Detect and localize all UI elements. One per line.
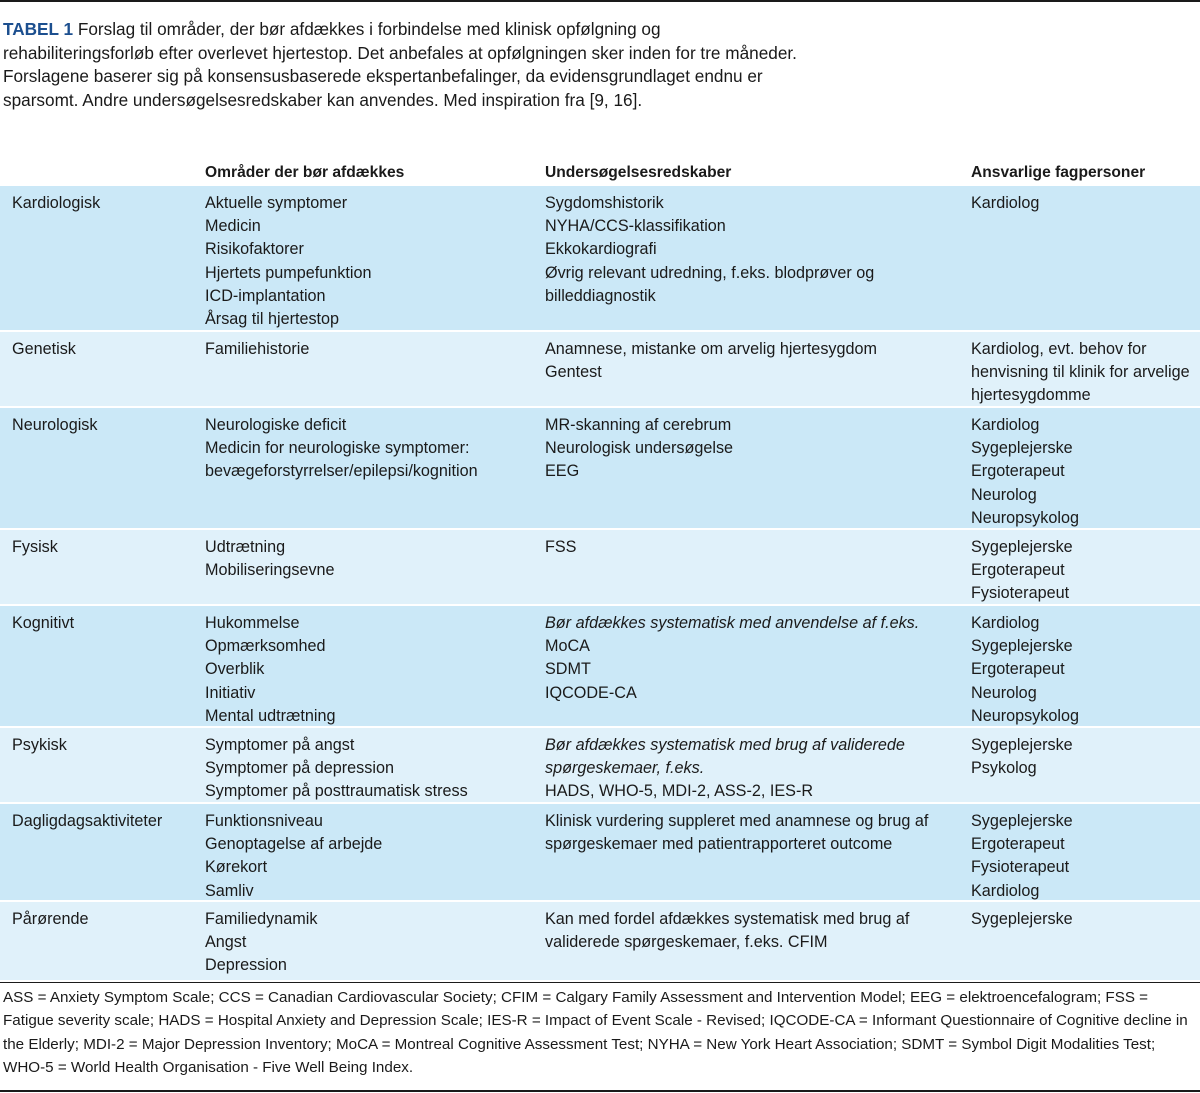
category-cell (12, 902, 88, 931)
category-label: Genetisk (12, 340, 76, 358)
table-bottom-rule (0, 982, 1200, 983)
category-cell (12, 332, 76, 361)
header-tools: Undersøgelsesredskaber (545, 164, 732, 181)
tool-item: Klinisk vurdering suppleret med anamnese og brug af spørgeskemaer med patientrapporteret outcome (545, 812, 929, 854)
responsible-item: Kardiolog, evt. behov for henvisning til klinik for arvelige hjertesygdomme (971, 340, 1190, 405)
area-item: Kørekort (205, 858, 268, 877)
category-label: Pårørende (12, 910, 89, 928)
category-label: Neurologisk (12, 416, 98, 434)
area-item: Opmærksomhed (205, 637, 326, 656)
responsible-cell (971, 902, 1196, 931)
tools-note: Bør afdækkes systematisk med anvendelse af f.eks. (545, 614, 920, 632)
tool-item: EEG (545, 462, 580, 481)
area-item: Mobiliseringsevne (205, 561, 335, 580)
tools-cell (545, 902, 945, 954)
tool-item: FSS (545, 538, 577, 556)
area-item: Angst (205, 933, 247, 952)
table-row (0, 902, 1200, 980)
responsible-cell (971, 186, 1196, 215)
tool-item: Øvrig relevant udredning, f.eks. blodprøver og billeddiagnostik (545, 263, 875, 305)
tool-item: IQCODE-CA (545, 683, 637, 702)
tools-cell (545, 530, 945, 559)
area-item: Initiativ (205, 683, 256, 702)
area-item: Medicin (205, 217, 261, 236)
areas-cell (205, 728, 468, 804)
area-item: Risikofaktorer (205, 240, 304, 259)
table-row (0, 186, 1200, 330)
responsible-item: Sygeplejerske (971, 736, 1073, 754)
category-cell (12, 530, 58, 559)
responsible-item: Sygeplejerske (971, 637, 1073, 656)
abbreviations-footnote: ASS = Anxiety Symptom Scale; CCS = Canadian Cardiovascular Society; CFIM = Calgary Family Assessment and Intervention Model; EEG = elektroencefalogram; FSS = Fatigue severity scale; HADS = Hospital Anxiety and Depression Scale; IES-R = Impact of Event Scale - Revised; IQCODE-CA = Informant Questionnaire of Cognitive decline in the Elderly; MDI-2 = Major Depression Inventory; MoCA = Montreal Cognitive Assessment Test; NYHA = New York Heart Association; SDMT = Symbol Digit Modalities Test; WHO-5 = World Health Organisation - Five Well Being Index. (3, 989, 1188, 1077)
responsible-item: Neurolog (971, 683, 1037, 702)
area-item: Aktuelle symptomer (205, 194, 348, 212)
responsible-item: Psykolog (971, 759, 1037, 778)
table-row (0, 408, 1200, 528)
areas-cell (205, 606, 335, 728)
responsible-item: Kardiolog (971, 194, 1040, 212)
area-item: Funktionsniveau (205, 812, 323, 830)
area-item: Udtrætning (205, 538, 286, 556)
responsible-item: Fysioterapeut (971, 858, 1070, 877)
tools-note: Bør afdækkes systematisk med brug af validerede spørgeskemaer, f.eks. (545, 736, 905, 778)
areas-cell (205, 186, 371, 331)
responsible-item: Neurolog (971, 485, 1037, 504)
tool-item: SDMT (545, 660, 591, 679)
tool-item: HADS, WHO-5, MDI-2, ASS-2, IES-R (545, 782, 814, 801)
tool-item: Anamnese, mistanke om arvelig hjertesygdom (545, 340, 877, 358)
tool-item: Ekkokardiografi (545, 240, 657, 259)
responsible-item: Sygeplejerske (971, 910, 1073, 928)
tool-item: MR-skanning af cerebrum (545, 416, 732, 434)
table-body (0, 186, 1200, 980)
top-rule (0, 0, 1200, 2)
header-areas: Områder der bør afdækkes (205, 164, 405, 181)
responsible-item: Sygeplejerske (971, 439, 1073, 458)
area-item: bevægeforstyrrelser/epilepsi/kognition (205, 462, 478, 481)
category-cell (12, 408, 97, 437)
tools-cell (545, 804, 945, 856)
area-item: Depression (205, 956, 287, 975)
tool-item: Kan med fordel afdækkes systematisk med brug af validerede spørgeskemaer, f.eks. CFIM (545, 910, 910, 952)
table-row (0, 606, 1200, 726)
responsible-cell (971, 408, 1196, 530)
tool-item: MoCA (545, 637, 590, 656)
area-item: Neurologiske deficit (205, 416, 347, 434)
area-item: Symptomer på depression (205, 759, 394, 778)
area-item: Symptomer på angst (205, 736, 355, 754)
tool-item: NYHA/CCS-klassifikation (545, 217, 726, 236)
responsible-item: Sygeplejerske (971, 538, 1073, 556)
responsible-item: Ergoterapeut (971, 561, 1065, 580)
responsible-cell (971, 332, 1196, 408)
areas-cell (205, 332, 309, 361)
responsible-item: Kardiolog (971, 416, 1040, 434)
table-caption (3, 18, 803, 112)
category-cell (12, 728, 67, 757)
area-item: Mental udtrætning (205, 706, 336, 725)
category-label: Psykisk (12, 736, 67, 754)
area-item: Genoptagelse af arbejde (205, 835, 383, 854)
area-item: Samliv (205, 881, 254, 900)
header-responsible: Ansvarlige fagpersoner (971, 164, 1146, 181)
responsible-cell (971, 606, 1196, 728)
tool-item: Sygdomshistorik (545, 194, 664, 212)
area-item: Hjertets pumpefunktion (205, 263, 372, 282)
table-row (0, 530, 1200, 604)
areas-cell (205, 530, 335, 582)
tools-cell (545, 728, 945, 804)
table-header (0, 158, 1200, 186)
area-item: Medicin for neurologiske symptomer: (205, 439, 470, 458)
recommendation-table (0, 158, 1200, 980)
caption-text: Forslag til områder, der bør afdækkes i forbindelse med klinisk opfølgning og rehabiliteringsforløb efter overlevet hjertestop. Det anbefales at opfølgningen sker inden for tre måneder. Forslagene baserer sig på konsensusbaserede ekspertanbefalinger, da evidensgrundlaget endnu er sparsomt. Andre undersøgelsesredskaber kan anvendes. Med inspiration fra [9, 16]. (3, 19, 797, 110)
responsible-item: Fysioterapeut (971, 584, 1070, 603)
category-cell (12, 606, 74, 635)
tools-cell (545, 606, 945, 705)
bottom-rule (0, 1090, 1200, 1092)
responsible-item: Kardiolog (971, 881, 1040, 900)
responsible-item: Neuropsykolog (971, 706, 1079, 725)
responsible-item: Kardiolog (971, 614, 1040, 632)
responsible-cell (971, 728, 1196, 780)
category-label: Dagligdagsaktiviteter (12, 812, 163, 830)
area-item: Symptomer på posttraumatisk stress (205, 782, 468, 801)
table-row (0, 332, 1200, 406)
table-row (0, 728, 1200, 802)
category-label: Kardiologisk (12, 194, 101, 212)
areas-cell (205, 408, 478, 484)
responsible-item: Ergoterapeut (971, 462, 1065, 481)
table-row (0, 804, 1200, 900)
responsible-cell (971, 804, 1196, 903)
tools-cell (545, 186, 945, 308)
tools-cell (545, 332, 945, 384)
area-item: ICD-implantation (205, 286, 326, 305)
tool-item: Neurologisk undersøgelse (545, 439, 734, 458)
area-item: Overblik (205, 660, 265, 679)
responsible-cell (971, 530, 1196, 606)
areas-cell (205, 804, 382, 903)
tools-cell (545, 408, 945, 484)
responsible-item: Neuropsykolog (971, 508, 1079, 527)
category-label: Kognitivt (12, 614, 75, 632)
table-label: TABEL 1 (3, 19, 74, 39)
category-cell (12, 804, 162, 833)
category-cell (12, 186, 100, 215)
responsible-item: Ergoterapeut (971, 660, 1065, 679)
tool-item: Gentest (545, 363, 602, 382)
responsible-item: Ergoterapeut (971, 835, 1065, 854)
responsible-item: Sygeplejerske (971, 812, 1073, 830)
category-label: Fysisk (12, 538, 58, 556)
area-item: Familiehistorie (205, 340, 310, 358)
area-item: Årsag til hjertestop (205, 310, 340, 329)
areas-cell (205, 902, 317, 978)
area-item: Hukommelse (205, 614, 300, 632)
area-item: Familiedynamik (205, 910, 318, 928)
